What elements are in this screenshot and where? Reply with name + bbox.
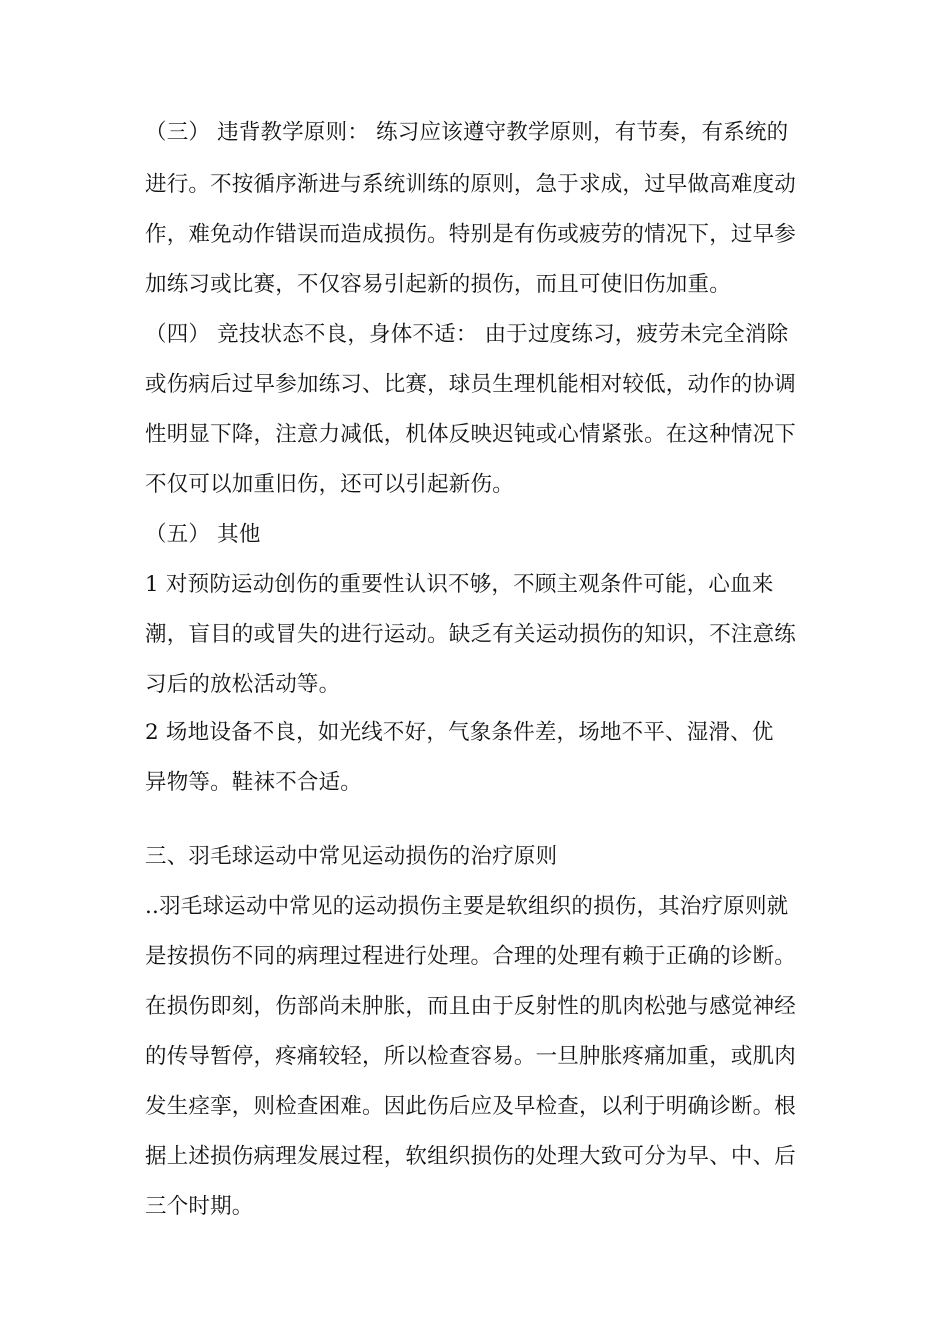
list-item-line: 2 场地设备不良，如光线不好，气象条件差，场地不平、湿滑、优 <box>145 720 774 745</box>
paragraph-line: 在损伤即刻，伤部尚未肿胀，而且由于反射性的肌肉松弛与感觉神经 <box>145 994 797 1019</box>
section-heading: （五） 其他 <box>145 522 261 547</box>
paragraph-line: 发生痉挛，则检查困难。因此伤后应及早检查，以利于明确诊断。根 <box>145 1094 797 1119</box>
paragraph-line: 不仅可以加重旧伤，还可以引起新伤。 <box>145 472 514 497</box>
list-item-line: 潮，盲目的或冒失的进行运动。缺乏有关运动损伤的知识，不注意练 <box>145 622 797 647</box>
paragraph-line: 进行。不按循序渐进与系统训练的原则，急于求成，过早做高难度动 <box>145 172 797 197</box>
list-item-line: 异物等。鞋袜不合适。 <box>145 770 363 795</box>
paragraph-line: 的传导暂停，疼痛较轻，所以检查容易。一旦肿胀疼痛加重，或肌肉 <box>145 1044 797 1069</box>
paragraph-line: 据上述损伤病理发展过程，软组织损伤的处理大致可分为早、中、后 <box>145 1144 797 1169</box>
paragraph-line: （三） 违背教学原则： 练习应该遵守教学原则，有节奏，有系统的 <box>145 120 789 145</box>
paragraph-line: 三个时期。 <box>145 1194 254 1219</box>
paragraph-line: 作，难免动作错误而造成损伤。特别是有伤或疲劳的情况下，过早参 <box>145 222 797 247</box>
paragraph-line: ..羽毛球运动中常见的运动损伤主要是软组织的损伤，其治疗原则就 <box>145 894 789 919</box>
paragraph-line: （四） 竞技状态不良，身体不适： 由于过度练习，疲劳未完全消除 <box>145 322 789 347</box>
list-item-line: 1 对预防运动创伤的重要性认识不够，不顾主观条件可能，心血来 <box>145 572 774 597</box>
paragraph-line: 性明显下降，注意力减低，机体反映迟钝或心情紧张。在这种情况下 <box>145 422 797 447</box>
paragraph-line: 加练习或比赛，不仅容易引起新的损伤，而且可使旧伤加重。 <box>145 272 731 297</box>
paragraph-line: 或伤病后过早参加练习、比赛，球员生理机能相对较低，动作的协调 <box>145 372 797 397</box>
section-title: 三、羽毛球运动中常见运动损伤的治疗原则 <box>145 844 558 869</box>
list-item-line: 习后的放松活动等。 <box>145 672 341 697</box>
paragraph-line: 是按损伤不同的病理过程进行处理。合理的处理有赖于正确的诊断。 <box>145 944 797 969</box>
